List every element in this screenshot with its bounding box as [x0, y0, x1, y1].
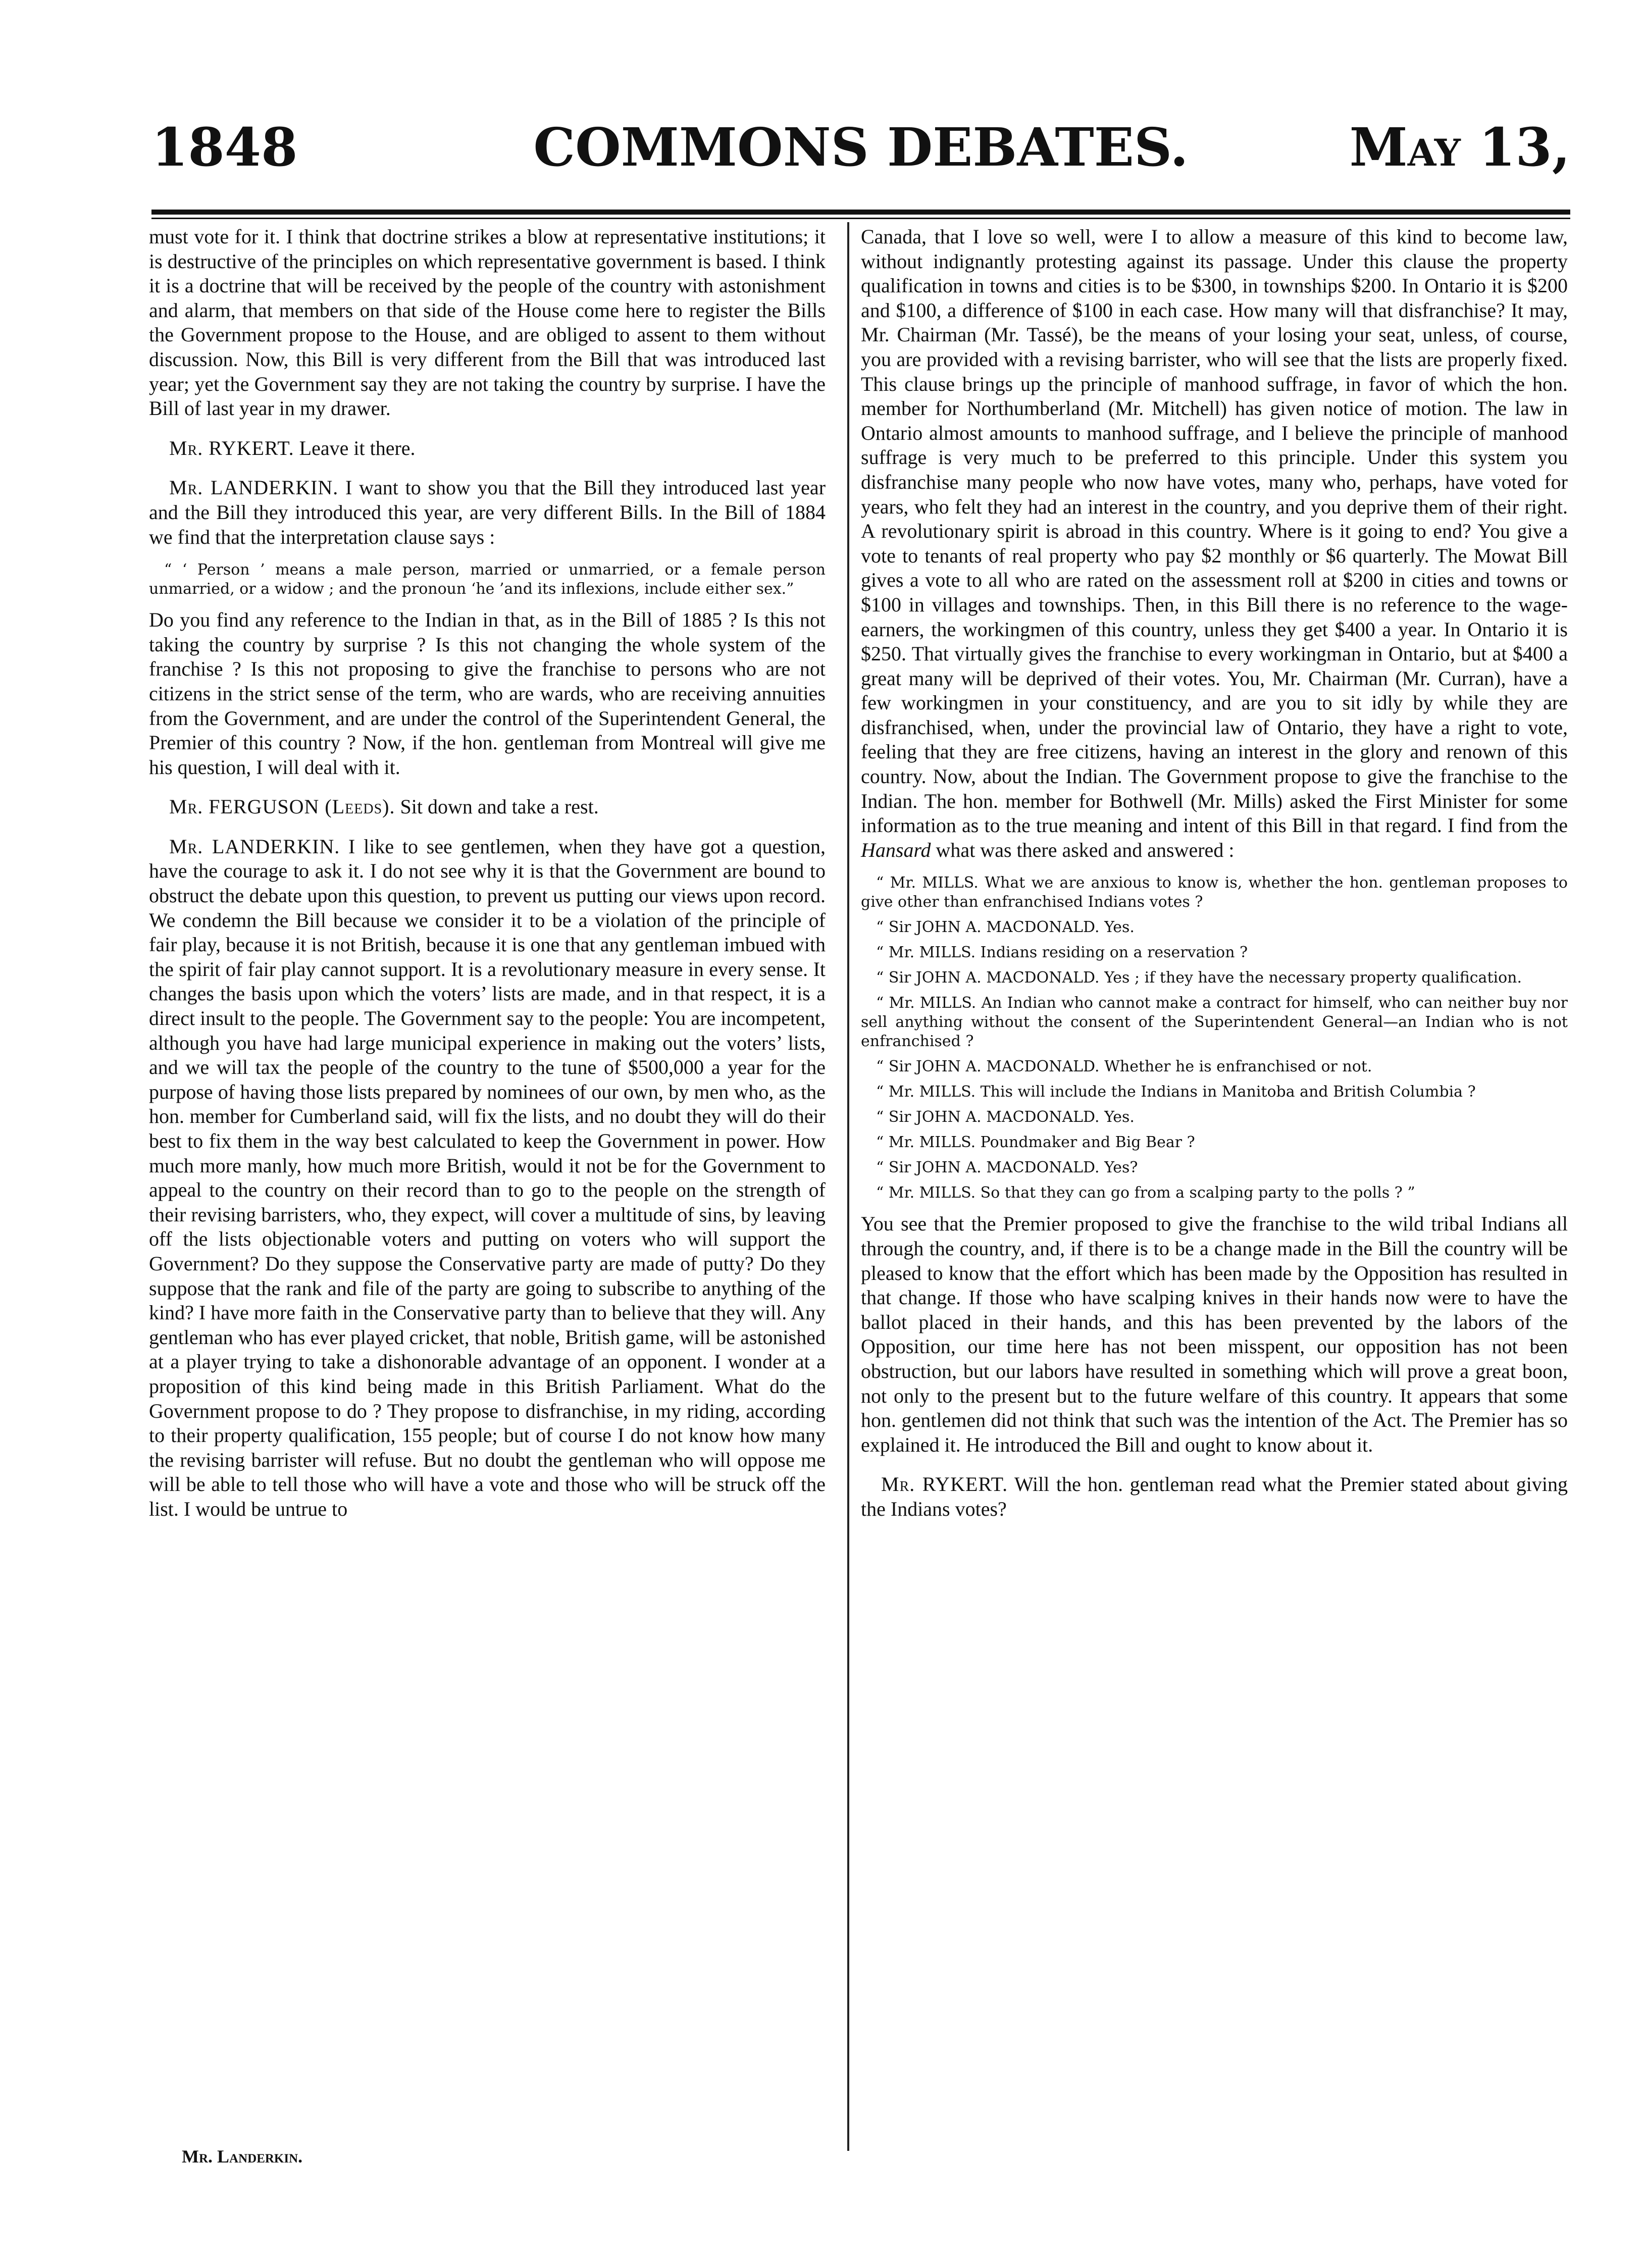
block-quote — [861, 873, 1568, 1203]
column-divider — [847, 222, 849, 2151]
page-number: 1848 — [151, 116, 298, 178]
quote-line: “ Sir JOHN A. MACDONALD. Yes. — [876, 918, 1135, 937]
speaker-name: Mr. RYKERT. — [169, 436, 294, 459]
quote-line: “ Sir JOHN A. MACDONALD. Whether he is enfranchised or not. — [876, 1058, 1372, 1076]
quote-line: “ Mr. MILLS. Poundmaker and Big Bear ? — [876, 1133, 1195, 1152]
quote-line: “ Mr. MILLS. An Indian who cannot make a contract for himself, who can neither buy nor sell anything without the consent of the Superintendent General—an Indian who is not enfranchised ? — [861, 994, 1568, 1051]
speech-text: Sit down and take a rest. — [400, 795, 599, 818]
paragraph-text: Canada, that I love so well, were I to allow a measure of this kind to become law, without indignantly protesting against its passage. Under this clause the property qualification in towns and cities is to be $300, in townships $200. In Ontario it is $200 and $100, a difference of $100 in each case. How many will that disfranchise? It may, Mr. Chairman (Mr. Tassé), be the means of your losing your seat, unless, of course, you are provided with a revising barrister, who will see that the lists are properly fixed. This clause brings up the principle of manhood suffrage, in favor of which the hon. member for Northumberland (Mr. Mitchell) has given notice of motion. The law in Ontario almost amounts to manhood suffrage, and I believe the principle of manhood suffrage is very much to be preferred to this principle. Under this system you disfranchise many people who now have votes, many who, perhaps, have voted for years, who felt they had an interest in the country, and you deprive them of their right. A revolutionary spirit is abroad in this country. Where is it going to end? You give a vote to tenants of real property who pay $2 monthly or $6 quarterly. The Mowat Bill gives a vote to all who are rated on the assessment roll at $200 in cities and towns or $100 in villages and townships. Then, in this Bill there is no reference to the wage-earners, the workingmen of this country, unless they get $400 a year. In Ontario it is $250. That virtually gives the franchise to every workingman in Ontario, but at $400 a great many will be deprived of their votes. You, Mr. Chairman (Mr. Curran), have a few workingmen in your constituency, and are you to sit idly by while they are disfranchised, when, under the provincial law of Ontario, they have a right to vote, feeling that they are free citizens, having an interest in the glory and renown of this country. Now, about the Indian. The Government propose to give the franchise to the Indian. The hon. member for Bothwell (Mr. Mills) asked the First Minister for some information as to the true meaning and intent of this Bill in that regard. I find from the — [861, 225, 1568, 837]
paragraph: must vote for it. I think that doctrine strikes a blow at representative institutions; it is destructive of the principles on which representative government is based. I think it is a doctrine that will be received by the people of the country with astonishment and alarm, that members on that side of the House come here to register the Bills the Government propose to the House, and are obliged to assent to them without discussion. Now, this Bill is very different from the Bill that was introduced last year; yet the Government say they are not taking the country by surprise. I have the Bill of last year in my drawer. — [149, 225, 826, 420]
quote-line: “ Mr. MILLS. This will include the Indians in Manitoba and British Columbia ? — [876, 1083, 1476, 1101]
paragraph: You see that the Premier proposed to give the franchise to the wild tribal Indians all through the country, and, if there is to be a change made in the Bill the country will be pleased to know that the effort which has been made by the Opposition has resulted in that change. If those who have scalping knives in their hands now were to have the ballot placed in their hands, and this has been prevented by the labors of the Opposition, our time here has not been misspent, our opposition has not been obstruction, but our labors have resulted in something which will prove a great boon, not only to the present but to the future welfare of this country. It appears that some hon. gentlemen did not think that such was the intention of the Act. The Premier has so explained it. He introduced the Bill and ought to know about it. — [861, 1212, 1568, 1456]
speech-text: Will the hon. gentleman read what the Premier stated about giving the Indians votes? — [861, 1473, 1568, 1520]
right-column — [861, 225, 1568, 1522]
page-date: May 13, — [1349, 116, 1570, 178]
paragraph: Do you find any reference to the Indian in that, as in the Bill of 1885 ? Is this not taking the country by surprise ? Is this not changing the whole system of the franchise ? Is this not proposing to give the franchise to persons who are not citizens in the strict sense of the term, who are wards, who are receiving annuities from the Government, and are under the control of the Superintendent General, the Premier of this country ? Now, if the hon. gentleman from Montreal will give me his question, I will deal with it. — [149, 608, 826, 779]
catchword-footer: Mr. Landerkin. — [182, 2146, 303, 2167]
quote-line: “ Mr. MILLS. Indians residing on a reservation ? — [876, 944, 1248, 962]
paragraph-text: what was there asked and answered : — [936, 838, 1235, 861]
speaker-name: Mr. LANDERKIN. — [169, 476, 339, 499]
block-quote — [149, 560, 826, 599]
speaker-name: Mr. LANDERKIN. — [169, 835, 340, 858]
paragraph — [861, 1472, 1568, 1521]
speech-text: I like to see gentlemen, when they have got a question, have the courage to ask it. I do not see why it is that the Government are bound to obstruct the debate upon this question, to prevent us putting our views upon record. We condemn the Bill because we consider it to be a violation of the principle of fair play, because it is not British, because it is one that any gentleman imbued with the spirit of fair play cannot support. It is a revolutionary measure in every sense. It changes the basis upon which the voters’ lists are made, and in that respect, it is a direct insult to the people. The Government say to the people: You are incompetent, although you have had large municipal experience in making out the voters’ lists, and we will tax the people of the country to the tune of $500,000 a year for the purpose of having those lists prepared by nominees of our own, by men who, as the hon. member for Cumberland said, will fix the lists, and no doubt they will do their best to fix them in the way best calculated to keep the Government in power. How much more manly, how much more British, would it not be for the Government to appeal to the country on their record than to go to the people on the strength of their revising barristers, who, they expect, will cover a multitude of sins, by leaving off the lists objectionable voters and putting on voters who will support the Government? Do they suppose the Conservative party are made of putty? Do they suppose that the rank and file of the party are going to subscribe to anything of the kind? I have more faith in the Conservative party than to believe that they will. Any gentleman who has ever played cricket, that noble, British game, will be astonished at a player trying to take a dishonorable advantage of an opponent. I wonder at a proposition of this kind being made in this British Parliament. What do the Government propose to do ? They propose to disfranchise, in my riding, according to their property qualification, 155 people; but of course I do not know how many the revising barrister will refuse. But no doubt the gentleman who will oppose me will be able to tell those who will have a vote and those who will be struck off the list. I would be untrue to — [149, 835, 826, 1520]
speech-text: I want to show you that the Bill they introduced last year and the Bill they introduced this year, are very different Bills. In the Bill of 1884 we find that the interpretation clause says : — [149, 476, 826, 548]
header-rule — [151, 210, 1570, 219]
quote-line: “ ‘ Person ’ means a male person, married or unmarried, or a female person unmarried, or a widow ; and the pronoun ‘he ’and its inflexions, include either sex.” — [149, 561, 826, 598]
left-column — [149, 225, 826, 1522]
speech-text: Leave it there. — [299, 436, 416, 459]
paragraph — [149, 476, 826, 549]
quote-line: “ Mr. MILLS. So that they can go from a scalping party to the polls ? ” — [876, 1184, 1415, 1202]
speaker-name: Mr. RYKERT. — [881, 1473, 1008, 1496]
paragraph — [149, 795, 826, 819]
paragraph — [149, 436, 826, 461]
quote-line: “ Mr. MILLS. What we are anxious to know is, whether the hon. gentleman proposes to give other than enfranchised Indians votes ? — [861, 874, 1568, 911]
quote-line: “ Sir JOHN A. MACDONALD. Yes. — [876, 1108, 1135, 1126]
quote-line: “ Sir JOHN A. MACDONALD. Yes? — [876, 1159, 1138, 1177]
paragraph — [149, 835, 826, 1522]
paragraph — [861, 225, 1568, 862]
publication-title: COMMONS DEBATES. — [533, 116, 1189, 178]
quote-line: “ Sir JOHN A. MACDONALD. Yes ; if they have the necessary property qualification. — [876, 969, 1522, 987]
speaker-name: Mr. FERGUSON (Leeds). — [169, 795, 395, 818]
hansard-reference: Hansard — [861, 838, 931, 861]
page-header — [151, 106, 1570, 192]
